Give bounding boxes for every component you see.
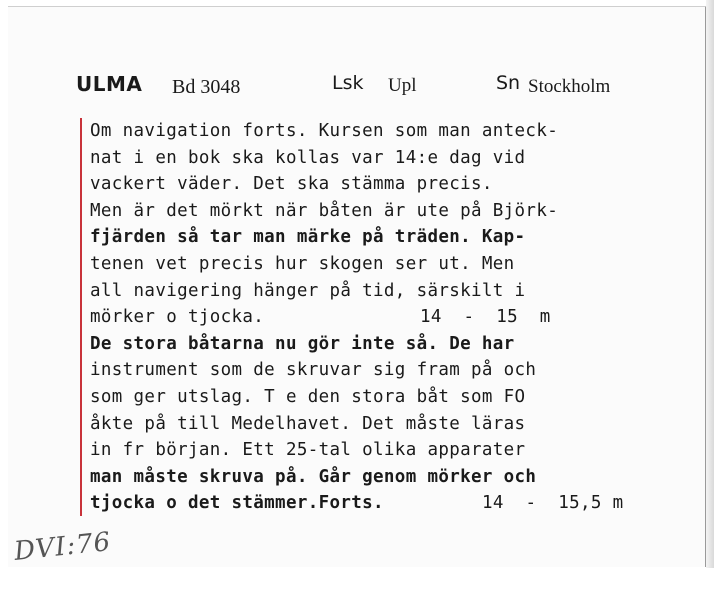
landskap-label: Lsk (332, 72, 364, 94)
text-line: vackert väder. Det ska stämma precis. (90, 174, 493, 195)
socken-label: Sn (496, 72, 521, 94)
text-line: åkte på till Medelhavet. Det måste läras (90, 413, 526, 434)
card-edge (706, 0, 714, 568)
text-line: nat i en bok ska kollas var 14:e dag vid (90, 147, 526, 168)
archive-name: ULMA (76, 72, 143, 96)
text-line: tenen vet precis hur skogen ser ut. Men (90, 253, 515, 274)
text-line: De stora båtarna nu gör inte så. De har (90, 333, 515, 354)
text-line: Om navigation forts. Kursen som man anteck- (90, 121, 559, 141)
text-line-with-measure (90, 490, 690, 517)
text-line: fjärden så tar man märke på träden. Kap- (90, 227, 526, 248)
text-line: Men är det mörkt när båten är ute på Björk- (90, 200, 559, 221)
landskap-value: Upl (388, 75, 417, 96)
text-line: instrument som de skruvar sig fram på och (90, 360, 537, 381)
text-segment: tjocka o det stämmer.Forts. (90, 493, 384, 514)
typed-text (90, 118, 690, 517)
socken-value: Stockholm (528, 76, 611, 97)
measure-reference-1: 14 - 15 m (420, 307, 551, 328)
text-segment: mörker o tjocka. (90, 307, 265, 328)
measure-reference-2: 14 - 15,5 m (482, 493, 624, 514)
text-line: man måste skruva på. Går genom mörker och (90, 466, 537, 487)
text-line: in fr början. Ett 25-tal olika apparater (90, 440, 526, 461)
handwritten-shelfmark: DVI:76 (12, 526, 113, 568)
text-line: som ger utslag. T e den stora båt som FO (90, 386, 526, 407)
card-header (76, 72, 676, 102)
text-line-with-measure (90, 304, 690, 331)
reference-number: Bd 3048 (172, 76, 241, 98)
text-line: all navigering hänger på tid, särskilt i (90, 280, 526, 301)
red-margin-line (80, 118, 82, 516)
